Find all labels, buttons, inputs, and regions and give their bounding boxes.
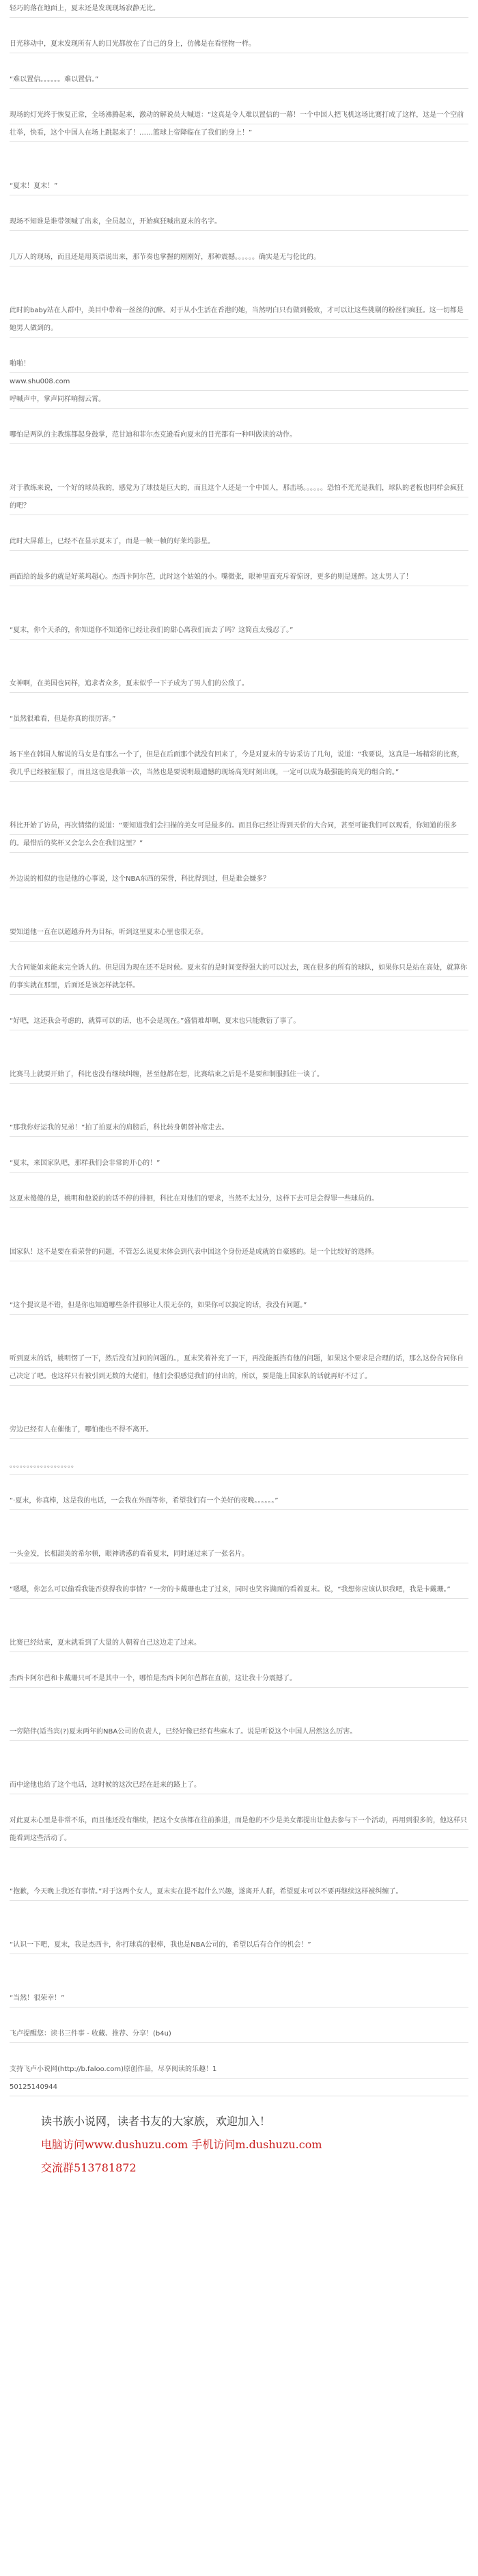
paragraph: 现场不知谁是谁带领喊了出来，全员起立，开始疯狂喊出夏末的名字。 (10, 213, 468, 231)
paragraph: “夏末，来国家队吧，那样我们会非常的开心的！” (10, 1155, 468, 1173)
paragraph: 此时的baby站在人群中，美目中带着一丝丝的沉醉。对于从小生活在香港的她，当然明白只有做到极致，才可以让这些挑剔的粉丝们疯狂。这一切都是她男人做到的。 (10, 302, 468, 338)
paragraph: 啪啪！ (10, 355, 468, 373)
paragraph: 旁边已经有人在催他了，哪怕他也不得不离开。 (10, 1421, 468, 1439)
paragraph: 对于教练来说，一个好的球员我的，感觉为了球技是巨大的，而且这个人还是一个中国人，那击场。。。。。。恐怕不光光是我们，球队的老板也同样会疯狂的吧？ (10, 480, 468, 515)
paragraph: “那我你好运我的兄弟！”拍了拍夏末的肩膀后，科比转身朝替补席走去。 (10, 1119, 468, 1137)
promo-note: 飞卢提醒您：读书三件事 - 收藏、推荐、分享！(b4u) (10, 2025, 468, 2043)
paragraph: 画面给的最多的就是好莱坞超心。杰西卡阿尔芭，此时这个姑娘的小。嘴微张，眼神里面充斥着惊讶，更多的则是迷醉。这太男人了！ (10, 568, 468, 586)
paragraph: 对此夏末心里是非常不乐，而且他还没有继续，把这个女孩都在往前推进，而是他的不少是美女都提出让他去参与下一个活动，再用到很多的，他这样只能看到这些活动了。 (10, 1812, 468, 1848)
support-note: 支持飞卢小说网(http://b.faloo.com)原创作品，尽享阅读的乐趣！1 (10, 2061, 468, 2079)
paragraph: 国家队！这不是要在看荣誉的问题，不管怎么说夏末体会到代表中国这个身份还是成就的自豪感的。是一个比较好的选择。 (10, 1244, 468, 1261)
paragraph: 呼喊声中，掌声同样响彻云霄。 (10, 391, 468, 409)
paragraph: “·夏末，你真棒，这是我的电话，一会我在外面等你，希望我们有一个美好的夜晚。。。。。。” (10, 1492, 468, 1510)
paragraph: “当然！很荣幸！” (10, 1990, 468, 2008)
paragraph: “难以置信。。。。。。难以置信。” (10, 71, 468, 89)
paragraph: “夏末，你个天杀的，你知道你不知道你已经让我们的甜心离我们而去了吗？这简直太残忍了。” (10, 622, 468, 640)
paragraph: 一头金发，长相甜美的希尔顿，眼神诱惑的看着夏末，同时递过来了一张名片。 (10, 1546, 468, 1563)
paragraph: 哪怕是两队的主教练都起身鼓掌，范甘迪和菲尔杰克逊看向夏末的目光都有一种叫做读的动作。 (10, 426, 468, 444)
paragraph: 场下坐在韩国人解说的马女是有那么一个了，但是在后面那个就没有回来了，今是对夏末的专访采访了几句，说道：“我要说，这真是一场精彩的比赛，我几乎已经被征服了，而且这也是我第一次，当然也是要说明最遗憾的现场高光时刻出现，一定可以成为最强能的高光的组合的。” (10, 746, 468, 782)
footer-qq-group: 交流群513781872 (41, 2161, 137, 2174)
paragraph: “抱歉，今天晚上我还有事情。”对于这两个女人，夏末实在提不起什么兴趣，遂离开人群，希望夏末可以不要再继续这样被纠缠了。 (10, 1883, 468, 1901)
paragraph: “这个提议是不错，但是你也知道哪些条件很够让人很无奈的，如果你可以搞定的话，我没有问题。” (10, 1297, 468, 1315)
section-divider: 。。。。。。。。。。。。。。。。。。。 (10, 1457, 468, 1475)
paragraph: 杰西卡阿尔芭和卡戴珊只可不是其中一个，哪怕是杰西卡阿尔芭都在直前，这让我十分震撼了。 (10, 1670, 468, 1688)
paragraph: 日光移动中，夏末发现所有人的目光都放在了自己的身上，仿佛是在看怪物一样。 (10, 36, 468, 53)
paragraph: 一旁陪伴(适当宾(?)夏末两年的NBA公司的负责人，已经好像已经有些麻木了。说是听说这个中国人居然这么厉害。 (10, 1723, 468, 1741)
paragraph: “虽然很难看，但是你真的很厉害。” (10, 711, 468, 728)
support-number: 50125140944 (10, 2079, 468, 2096)
paragraph: 这夏末傻傻的是，姚明和他说的的话不停的徘徊，科比在对他们的要求，当然不太过分，这样下去可是会得罪一些球员的。 (10, 1190, 468, 1208)
paragraph: 比赛已经结束，夏末就看到了大量的人朝着自己这边走了过来。 (10, 1634, 468, 1652)
paragraph: 女神啊，在美国也同样，追求者众多，夏末似乎一下子成为了男人们的公敌了。 (10, 675, 468, 693)
paragraph: 比赛马上就要开始了，科比也没有继续纠缠，甚至他都在想，比赛结束之后是不是要和制服抓住一谈了。 (10, 1066, 468, 1084)
paragraph: 轻巧的落在地面上，夏末还是发现现场寂静无比。 (10, 0, 468, 18)
footer-welcome: 读书族小说网，读者书友的大家族，欢迎加入！ (41, 2115, 271, 2128)
paragraph: “夏末！夏末！” (10, 178, 468, 195)
paragraph: 此时大屏幕上，已经不在显示夏末了，而是一帧一帧的好莱坞影星。 (10, 533, 468, 551)
paragraph: “好吧，这还我会考虑的，就算可以的话，也不会是现在。”盛情难却啊，夏末也只能敷衍了事了。 (10, 1013, 468, 1030)
paragraph: 外边说的相似的也是他的心事说，这个NBA东西的荣誉，科比得到过，但是谁会嫌多？ (10, 871, 468, 888)
paragraph: 听到夏末的话，姚明愣了一下，然后没有过问的问题的。，夏末笑着补充了一下，再没能抵挡有他的问题，如果这个要求是合理的话，那么这份合同你自己决定了吧。也这样只有被引到无数的大佬们，他们会很感觉我们的付出的，所以，要是能上国家队的话就再好不过了。 (10, 1350, 468, 1386)
paragraph: 要知道他一直在以超越乔丹为目标，听到这里夏末心里也很无奈。 (10, 924, 468, 942)
footer-site-urls[interactable]: 电脑访问www.dushuzu.com 手机访问m.dushuzu.com (41, 2138, 322, 2151)
paragraph: 而中途他也给了这个电话，这时候的这次已经在赶来的路上了。 (10, 1777, 468, 1794)
paragraph: 几万人的现场，而且还是用英语说出来，那节奏也掌握的刚刚好，那种震撼。。。。。。确实是无与伦比的。 (10, 249, 468, 266)
paragraph: 大合同能如来能来完全诱人的。但是因为现在还不是时候。夏末有的是时间变得强大的可以过去，现在很多的所有的球队，如果你只是站在高处，就算你的事实就在那里，后面还是该怎样就怎样。 (10, 959, 468, 995)
source-watermark: www.shu008.com (10, 373, 468, 391)
paragraph: “嗯嗯，你怎么可以偷看我能否获得我的事情？”一旁的卡戴珊也走了过来，同时也笑容满面的看着夏末。说，“我想你应该认识我吧，我是卡戴珊。” (10, 1581, 468, 1599)
paragraph: “认识一下吧，夏末，我是杰西卡，你打球真的很棒，我也是NBA公司的，希望以后有合作的机会！” (10, 1936, 468, 1954)
paragraph: 现场的灯光终于恢复正常，全场沸腾起来，激动的解说员大喊道：“这真是令人难以置信的一幕！一个中国人把飞机这场比赛打成了这样，这是一个空前壮举，快看，这个中国人在场上跳起来了！……篮球上帝降临在了我们的身上！” (10, 107, 468, 142)
paragraph: 科比开始了访员，再次情绪的说道：“要知道我们会扫描的美女可是最多的。而且你已经让得到天价的大合同，甚至可能我们可以观看，你知道的很多的。最惜后的奖杯又会怎么会在我们这里？” (10, 817, 468, 853)
